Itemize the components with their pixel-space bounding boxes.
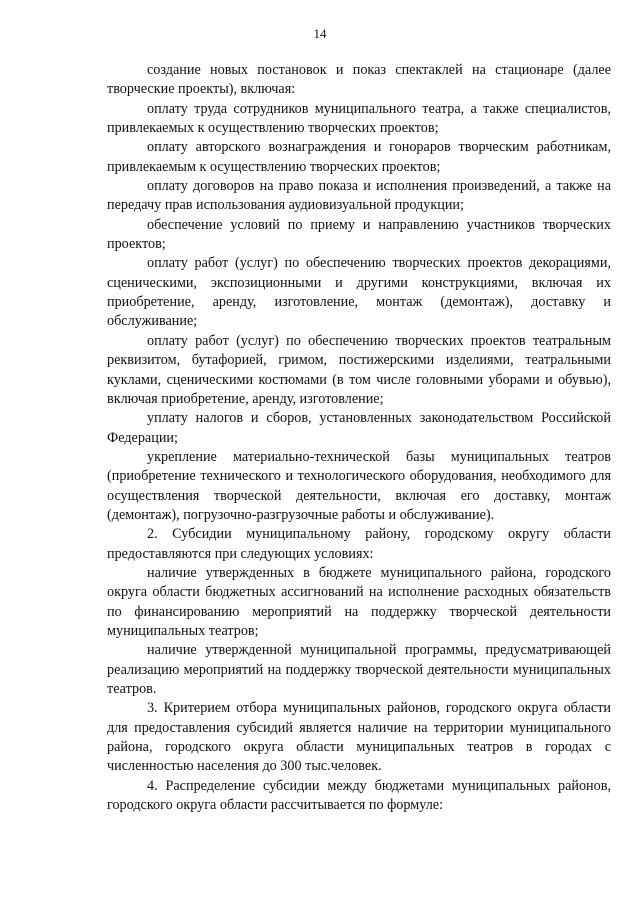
document-body xyxy=(107,61,611,815)
paragraph-royalties: оплату авторского вознаграждения и гонораров творческим работникам, привлекаемым к осуществлению творческих проектов; xyxy=(107,139,611,175)
paragraph-item-3: 3. Критерием отбора муниципальных районов, городского округа области для предоставления субсидий является наличие на территории муниципального района, городского округа области муниципальных театров в городах с численностью населения до 300 тыс.человек. xyxy=(107,700,611,775)
paragraph-taxes: уплату налогов и сборов, установленных законодательством Российской Федерации; xyxy=(107,410,611,446)
paragraph-creative-projects: создание новых постановок и показ спектаклей на стационаре (далее творческие проекты), включая: xyxy=(107,62,611,98)
paragraph-equipment: укрепление материально-технической базы муниципальных театров (приобретение технического и технологического оборудования, необходимого для осуществления творческой деятельности, включая его доставку, монтаж (демонтаж), погрузочно-разгрузочные работы и обслуживание). xyxy=(107,448,611,523)
paragraph-scenery: оплату работ (услуг) по обеспечению творческих проектов декорациями, сценическими, экспозиционными и другими конструкциями, включая их приобретение, аренду, изготовление, монтаж (демонтаж), доставку и обслуживание; xyxy=(107,255,611,330)
paragraph-participants: обеспечение условий по приему и направлению участников творческих проектов; xyxy=(107,216,611,253)
paragraph-staff-pay: оплату труда сотрудников муниципального театра, а также специалистов, привлекаемых к осуществлению творческих проектов; xyxy=(107,100,611,137)
paragraph-program-condition: наличие утвержденной муниципальной программы, предусматривающей реализацию мероприятий на поддержку творческой деятельности муниципальных театров. xyxy=(107,642,611,697)
page-number: 14 xyxy=(313,26,327,41)
paragraph-item-4: 4. Распределение субсидии между бюджетами муниципальных районов, городского округа области рассчитывается по формуле: xyxy=(107,777,611,814)
paragraph-item-2: 2. Субсидии муниципальному району, городскому округу области предоставляются при следующих условиях: xyxy=(107,526,611,562)
paragraph-performance-rights: оплату договоров на право показа и исполнения произведений, а также на передачу прав использования аудиовизуальной продукции; xyxy=(107,178,611,214)
paragraph-props-costumes: оплату работ (услуг) по обеспечению творческих проектов театральным реквизитом, бутафорией, гримом, постижерскими изделиями, театральными куклами, сценическими костюмами (в том числе головными уборами и обувью), включая приобретение, аренду, изготовление; xyxy=(107,332,611,407)
paragraph-budget-condition: наличие утвержденных в бюджете муниципального района, городского округа области бюджетных ассигнований на исполнение расходных обязательств по финансированию мероприятий на поддержку творческой деятельности муниципальных театров; xyxy=(107,564,611,639)
